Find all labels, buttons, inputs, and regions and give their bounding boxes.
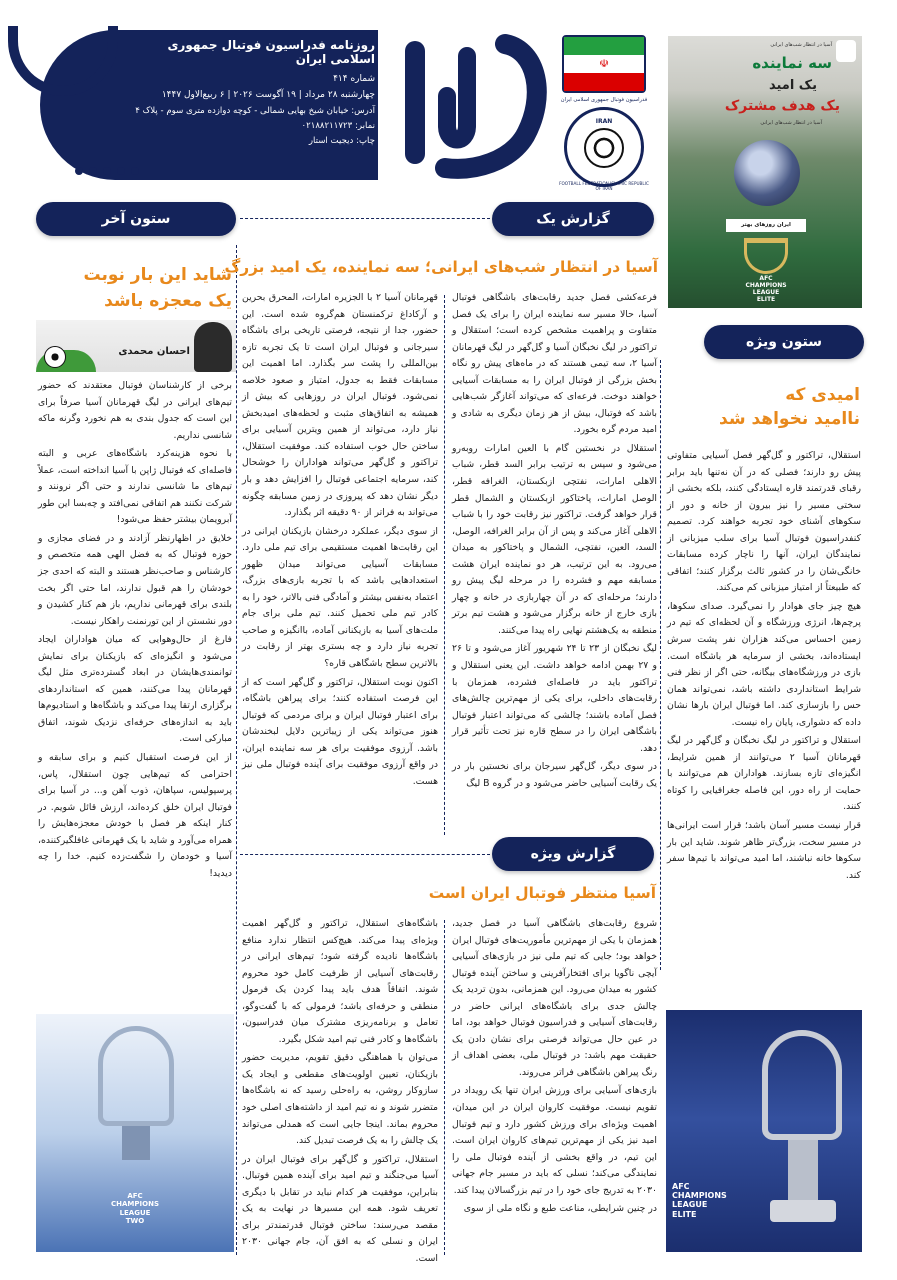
- acl2-trophy-image: [36, 1014, 234, 1252]
- report1-headline: آسیا در انتظار شب‌های ایرانی؛ سه نماینده، یک امید بزرگ: [224, 258, 658, 276]
- divider-report1: [240, 218, 490, 219]
- cover-line1: سه نماینده: [752, 54, 832, 72]
- section-last: ستون آخر: [36, 202, 236, 236]
- paragraph: با نحوه هزینه‌کرد باشگاه‌های عربی و البته فاصله‌ای که فوتبال ژاپن با آسیا انداخته است، عملاً تیم‌های ما شانسی ندارند و حتی اگر نرونند و شرکت نکنند هم اتفاقی نمی‌افتد و چه‌بسا این طور آبرویمان بیشتر حفظ می‌شود!: [38, 448, 232, 526]
- cover-afc-logo: AFC CHAMPIONS LEAGUE ELITE: [745, 275, 787, 303]
- paragraph: استقلال و تراکتور در لیگ نخبگان و گل‌گهر در لیگ قهرمانان آسیا ۲ می‌توانند از همین شرایط، انگیزه‌ای تازه بسازند. هواداران هم می‌توانند با حمایت از راه دور، این فاصله جغرافیایی را کوتاه کنند.: [667, 735, 861, 813]
- print-credit: چاپ: دیجیت استار: [308, 135, 375, 146]
- author-portrait: [194, 322, 232, 372]
- paragraph: برخی از کارشناسان فوتبال معتقدند که حضور تیم‌های ایرانی در لیگ قهرمانان آسیا صرفاً برای این است که جدول بندی به هم نخورد وگرنه ماکه شانسی نداریم.: [38, 380, 232, 441]
- cover-badge-icon: [836, 40, 856, 62]
- address: آدرس: خیابان شیخ بهایی شمالی - کوچه دوازده متری سوم - پلاک ۴: [135, 105, 375, 116]
- seal-text: FOOTBALL FEDERATION ISLAMIC REPUBLIC OF IRAN: [559, 181, 649, 191]
- special-report-headline: آسیا منتظر فوتبال ایران است: [428, 884, 656, 902]
- cover-ball: [734, 140, 800, 206]
- divider-left: [236, 245, 237, 1255]
- paragraph: می‌توان با هماهنگی دقیق تقویم، مدیریت حضور بازیکنان، تعیین اولویت‌های مقطعی و ایجاد یک سازوکار روشن، به راه‌حلی رسید که نه باشگاه‌ها متضرر شوند و نه تیم امید از داشته‌های اصلی خود محروم بماند. اینجا جایی است که همدلی می‌تواند یک چالش را به یک فرصت تبدیل کند.: [242, 1052, 438, 1147]
- header-dots: [72, 160, 142, 179]
- masthead-info: [120, 38, 375, 149]
- special-report-left-col: [242, 916, 438, 1264]
- special-col-headline: امیدی که ناامید نخواهد شد: [719, 385, 860, 429]
- last-headline: شاید این بار نوبت یک معجزه باشد: [83, 265, 232, 312]
- paragraph: فرعه‌کشی فصل جدید رقابت‌های باشگاهی فوتبال آسیا، حالا مسیر سه نماینده ایران را برای یک فصل متفاوت و پراهمیت مشخص کرده است؛ استقلال و تراکتور در لیگ نخبگان آسیا و گل‌گهر در لیگ قهرمانان آسیا ۲، سه تیمی هستند که در ماه‌های پیش رو نگاه بخش بزرگی از فوتبال ایران را به مسابقات آسیایی خواهند دوخت. فرعه‌ای که می‌تواند آغازگر شب‌هایی باشد که فوتبال، بیش از هر زمان دیگری به شادی و امید مردم گره بخورد.: [452, 292, 657, 436]
- paragraph: استقلال در نخستین گام با العین امارات روبه‌رو می‌شود و سپس به ترتیب برابر السد قطر، شباب الاهلی امارات، نفتچی ازبکستان، الغرافه قطر، الوصل امارات، پاختاکور ازبکستان و الشمال قطر قرار خواهد گرفت. تراکتور نیز رقابت خود را با شباب الاهلی آغاز می‌کند و پس از آن برابر الغرافه، الوصل، السد، العین، نفتچی، الشمال و پاختاکور به میدان می‌رود. به این ترتیب، هر دو نماینده ایران هشت مسابقه مهم و فشرده را در مرحله لیگ پیش رو دارند؛ مرحله‌ای که در آن چهاربازی در خانه و چهار بازی خارج از خانه برگزار می‌شود و هشت تیم برتر منطقه به یک‌هشتم نهایی راه پیدا می‌کنند.: [452, 442, 657, 636]
- federation-logo: [554, 33, 654, 191]
- section-report1: گزارش یک: [492, 202, 654, 236]
- trophy-icon: [762, 1030, 842, 1140]
- paragraph: از سوی دیگر، عملکرد درخشان بازیکنان ایرانی در این رقابت‌ها اهمیت مستقیمی برای تیم ملی دارد. مسابقات آسیایی می‌تواند میدان ظهور استعدادهایی باشد که با تجربه بازی‌های بزرگ، اعتماد به‌نفس بیشتر و آمادگی فنی بالاتر، خود را به کادر تیم ملی تحمیل کنند. تیم ملی برای جام ملت‌های آسیا به بازیکنانی آماده، باانگیزه و صاحب تجربه نیاز دارد و چه بستری بهتر از رقابت در بالاترین سطح باشگاهی قاره؟: [242, 525, 438, 670]
- divider-mid2: [444, 920, 445, 1255]
- last-body: [38, 378, 232, 1008]
- seal-word: IRAN: [595, 118, 613, 125]
- cover-line2: یک امید: [768, 78, 817, 93]
- paragraph: استقلال، تراکتور و گل‌گهر فصل آسیایی متفاوتی پیش رو دارند؛ فصلی که در آن نه‌تنها باید برابر رقبای قدرتمند قاره ایستادگی کنند، بلکه بخشی از سختی مسیر را نیز بیرون از خانه و دور از سکوهای آشنای خود تجربه خواهند کرد. تصمیم کنفدراسیون فوتبال آسیا برای سلب میزبانی از نمایندگان ایران، آنها را ناچار کرده مسابقات خانگی‌شان را در کشور ثالث برگزار کنند؛ اتفاقی که طبیعتاً از امتیاز میزبانی کم می‌کند.: [667, 450, 861, 594]
- paragraph: اکنون نوبت استقلال، تراکتور و گل‌گهر است که از این فرصت استفاده کنند؛ برای پیراهن باشگاه، برای اعتبار فوتبال ایران و برای مردمی که فوتبال هنوز می‌تواند یکی از زیباترین دلایل لبخندشان باشد. آرزوی موفقیت برای هر سه نماینده ایران، در واقع آرزوی موفقیت برای آینده فوتبال ملی نیز هست.: [242, 676, 438, 787]
- paragraph: در چنین شرایطی، مناعت طبع و نگاه ملی از سوی: [463, 1203, 657, 1215]
- divider-special-report: [240, 854, 490, 855]
- ball-icon: [44, 346, 66, 368]
- seal-ball-icon: [584, 128, 624, 168]
- cover-strip: ایران روزهای بهتر: [726, 219, 806, 232]
- paragraph: در سوی دیگر، گل‌گهر سیرجان برای نخستین بار در یک رقابت آسیایی حاضر می‌شود و در گروه B لیگ: [452, 761, 657, 789]
- paragraph: هیچ چیز جای هوادار را نمی‌گیرد. صدای سکوها، پرچم‌ها، انرژی ورزشگاه و آن لحظه‌ای که تیم در زمین احساس می‌کند هزاران نفر پشت سرش ایستاده‌اند، بخشی از سرمایه هر باشگاه است. بازی در ورزشگاه‌های بیگانه، حتی اگر از نظر فنی شرایط استانداردی داشته باشد، نمی‌تواند همان حس را بازسازی کند. اما فوتبال ایران بارها نشان داده که دشواری، پایان راه نیست.: [667, 600, 861, 728]
- issue-number: شماره ۴۱۴: [333, 74, 375, 84]
- paragraph: قرار نیست مسیر آسان باشد؛ قرار است ایرانی‌ها در مسیر سخت، بزرگ‌تر ظاهر شوند. شاید این بار سکوها خانه نباشند، اما امید می‌تواند با تیم‌ها سفر کند.: [667, 820, 861, 881]
- acl-elite-logo: AFC CHAMPIONS LEAGUE ELITE: [672, 1182, 727, 1219]
- cover-kicker: آسیا در انتظار شب‌های ایرانی: [770, 42, 832, 48]
- special-col-body: [667, 448, 861, 1002]
- paragraph: قهرمانان آسیا ۲ با الجزیره امارات، المحرق بحرین و آرکاداغ ترکمنستان هم‌گروه شده است. این حضور، جدا از نتیجه، فرصتی تاریخی برای باشگاه سیرجانی و فوتبال ایران است تا یک تجربه تازه بین‌المللی را پشت سر بگذارد. اما اهمیت این مسابقات فقط به جدول، امتیاز و صعود خلاصه نمی‌شود. فوتبال ایران در روزهایی که بیش از همیشه به اتفاق‌های مثبت و لحظه‌های امیدبخش نیاز دارد، می‌تواند از همین ویترین آسیایی برای ساختن حال خوب استفاده کند. موفقیت استقلال، تراکتور و گل‌گهر می‌تواند هواداران را خوشحال کند، سرمایه اجتماعی فوتبال را افزایش دهد و بار دیگر نشان دهد که پیروزی در زمین مسابقه چگونه می‌تواند به فراتر از ۹۰ دقیقه اثر بگذارد.: [242, 292, 438, 519]
- iran-flag: ☫: [562, 35, 646, 93]
- paragraph: شروع رقابت‌های باشگاهی آسیا در فصل جدید، همزمان با یکی از مهم‌ترین مأموریت‌های فوتبال ایران خواهد بود؛ جایی که تیم ملی نیز در بازی‌های آسیایی آیچی ناگویا برای افتخارآفرینی و ساختن آینده فوتبال کشور به میدان می‌رود. این همزمانی، بدون تردید یک چالش جدی برای باشگاه‌های ایرانی حاضر در رقابت‌های آسیایی و فدراسیون فوتبال خواهد بود، اما در عین حال می‌تواند فرصتی برای نشان دادن یک حقیقت مهم باشد: در فوتبال ملی، بعضی اهداف از رنگ پیراهن باشگاهی فراتر می‌روند.: [452, 918, 657, 1078]
- paragraph: از این فرصت استقبال کنیم و برای سابقه و احترامی که تیم‌هایی چون استقلال، پاس، پرسپولیس، سپاهان، ذوب آهن و... در آسیا برای فوتبال ایران خلق کرده‌اند، ارزش قائل شویم. در کنار اینکه هر فصل با خودش معجزه‌هایش را همراه می‌آورد و شاید با یک قهرمانی غافلگیرکننده، آسیا و خودمان را شگفت‌زده کنیم. خدا را چه دیدید!: [38, 752, 232, 879]
- author-name: احسان محمدی: [118, 346, 190, 357]
- cover-trophy: [744, 238, 788, 274]
- trophy-icon: [98, 1026, 174, 1126]
- author-photo: [36, 320, 236, 372]
- divider-right: [660, 360, 661, 970]
- federation-caption: فدراسیون فوتبال جمهوری اسلامی ایران: [560, 97, 648, 103]
- acl2-logo: AFC CHAMPIONS LEAGUE TWO: [111, 1192, 159, 1226]
- paragraph: بازی‌های آسیایی برای ورزش ایران تنها یک رویداد در تقویم نیست. موفقیت کاروان ایران در این میدان، اهمیت ویژه‌ای برای ورزش کشور دارد و تیم فوتبال امید نیز یکی از مهم‌ترین تیم‌های کاروان ایران است. این تیم، در واقع بخشی از آینده فوتبال ملی را نمایندگی می‌کند؛ نسلی که باید در مسیر جام جهانی ۲۰۳۰ به تدریج جای خود را در تیم بزرگسالان پیدا کند.: [452, 1085, 657, 1196]
- divider-mid: [444, 295, 445, 835]
- paragraph: فارغ از حال‌وهوایی که میان هواداران ایجاد می‌شود و انگیزه‌ای که بازیکنان برای نمایش توانمندی‌هایشان در ابعاد گسترده‌تری مثل لیگ قهرمانان پیدا می‌کنند، همین که استانداردهای برگزاری ارتقا پیدا می‌کند و باشگاه‌ها و استادیوم‌ها باید به اندازه‌های حرفه‌ای نزدیک شوند، اتفاق مبارکی است.: [38, 634, 232, 745]
- cover-line3: یک هدف مشترک: [724, 98, 840, 114]
- paragraph: لیگ نخبگان از ۲۳ تا ۲۴ شهریور آغاز می‌شود و تا ۲۶ و ۲۷ بهمن ادامه خواهد داشت. این یعنی استقلال و تراکتور باید در فاصله‌ای فشرده، همزمان با رقابت‌های داخلی، برای یکی از مهم‌ترین چالش‌های فصل آماده باشند؛ چالشی که می‌تواند اعتبار فوتبال باشگاهی ایران را در سطح قاره نیز تحت تأثیر قرار دهد.: [452, 643, 657, 754]
- section-special-col: ستون ویژه: [704, 325, 864, 359]
- cover-line4: آسیا در انتظار شب‌های ایرانی: [760, 120, 822, 126]
- fax: نمابر: ۰۲۱۸۸۲۱۱۷۲۳: [301, 120, 375, 131]
- newspaper-logo: [375, 26, 550, 176]
- masthead-title: روزنامه فدراسیون فوتبال جمهوری اسلامی ایران: [167, 38, 375, 66]
- paragraph: استقلال، تراکتور و گل‌گهر برای فوتبال ایران در آسیا می‌جنگند و تیم امید برای آینده همین فوتبال. بنابراین، موفقیت هر کدام نباید در تقابل با دیگری تعریف شود. همه این مسیرها در نهایت به یک مقصد می‌رسند: ساختن فوتبال قدرتمندتر برای ایران و نسلی که به افق آن، جام جهانی ۲۰۳۰ است.: [242, 1153, 438, 1264]
- report1-right-col: [452, 290, 657, 830]
- report1-left-col: [242, 290, 438, 830]
- paragraph: باشگاه‌های استقلال، تراکتور و گل‌گهر اهمیت ویژه‌ای پیدا می‌کند. هیچ‌کس انتظار ندارد منافع باشگاه‌ها نادیده گرفته شود؛ تیم‌های ایرانی در رقابت‌های آسیایی از ظرفیت کامل خود محروم شوند. اتفاقاً هدف باید پیدا کردن یک فرمول منطقی و حرفه‌ای باشد؛ فرمولی که با گفت‌وگو، تعامل و برنامه‌ریزی مشترک میان فدراسیون، باشگاه‌ها و کادر فنی تیم امید شکل بگیرد.: [242, 918, 438, 1045]
- special-report-right-col: [452, 916, 657, 1256]
- acl-elite-trophy-image: [666, 1010, 862, 1252]
- issue-date: چهارشنبه ۲۸ مرداد | ۱۹ آگوست ۲۰۲۶ | ۶ ربیع‌الاول ۱۴۴۷: [161, 89, 375, 100]
- paragraph: خلایق در اظهارنظر آزادند و در فضای مجازی و حوزه فوتبال که به فضل الهی همه متخصص و کارشناس و صاحب‌نظر هستند و البته که احدی جز خودشان را هم قبول ندارند، اما حتی اگر بخت بلندی برای قهرمانی نداریم، باز هم کنار کشیدن و دور نشستن از این تورنمنت راهکار نیست.: [38, 532, 232, 627]
- section-special-report: گزارش ویژه: [492, 837, 654, 871]
- cover-image: [668, 36, 862, 308]
